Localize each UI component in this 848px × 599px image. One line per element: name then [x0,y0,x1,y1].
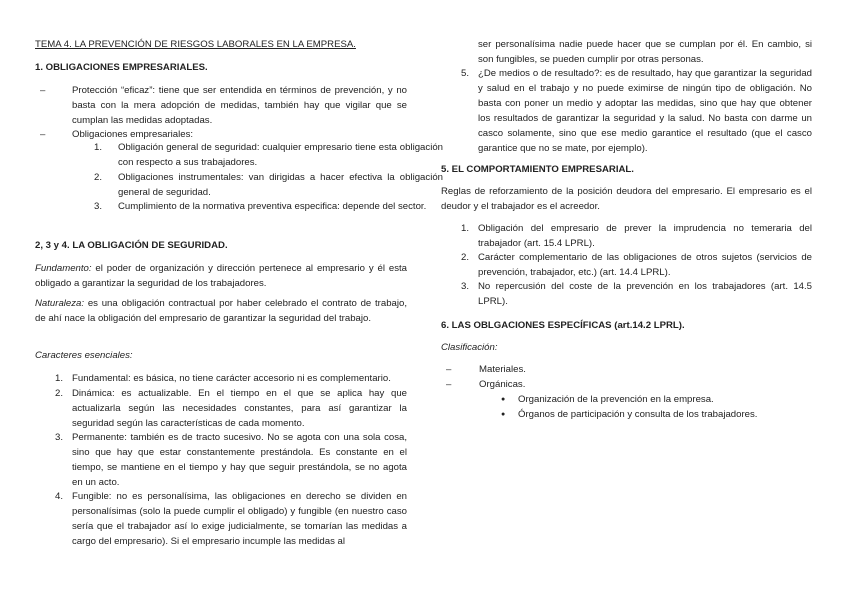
heading-obligaciones-empresariales: 1. OBLIGACIONES EMPRESARIALES. [35,62,208,73]
item-text: Permanente: también es de tracto sucesivo. No se agota con una sola cosa, sino que hay que estar constantemente prestándola. Es constante en el tiempo, se mantiene en el tiempo y hay que seguir prestándola, se no agota en un acto. [72,432,407,488]
item-text: Organización de la prevención en la empresa. [518,394,714,405]
paragraph-reglas: Reglas de reforzamiento de la posición deudora del empresario. El empresario es el deudor y el trabajador es el acreedor. [441,186,812,212]
list-item-dinamica [35,386,407,431]
paragraph-continuation: ser personalísima nadie puede hacer que se cumplan por él. En cambio, si son fungibles, se pueden cumplir por otras personas. [478,39,812,65]
list-item-permanente [35,430,407,490]
list-item-obligacion-general [82,140,443,170]
heading-comportamiento-empresarial: 5. EL COMPORTAMIENTO EMPRESARIAL. [441,164,634,175]
heading-obligaciones-especificas: 6. LAS OBLGACIONES ESPECÍFICAS (art.14.2 LPRL). [441,320,685,331]
item-number: 5. [461,68,470,79]
list-item-obligaciones-instrumentales [82,170,443,200]
item-text: No repercusión del coste de la prevención en los trabajadores (art. 14.5 LPRL). [478,281,812,307]
list-item-materiales [441,362,526,377]
item-text: Fundamental: es básica, no tiene carácter accesorio ni es complementario. [72,373,391,384]
item-text: Carácter complementario de las obligaciones de otros sujetos (servicios de prevención, trabajador, etc.) (art. 14.4 LPRL). [478,252,812,278]
item-number: 3. [461,281,470,292]
item-text: Dinámica: es actualizable. En el tiempo en el que se aplica hay que actualizarla según las necesidades constantes, para así garantizar la seguridad según las características de cada momento. [72,388,407,429]
item-text: Cumplimiento de la normativa preventiva especifica: depende del sector. [118,201,427,212]
item-text: Materiales. [479,364,526,375]
document-title: TEMA 4. LA PREVENCIÓN DE RIESGOS LABORALES EN LA EMPRESA. [35,39,356,50]
label-naturaleza: Naturaleza: [35,298,85,309]
text-fundamento: el poder de organización y dirección pertenece al empresario y él esta obligado a garantizar la seguridad de los trabajadores. [35,263,407,289]
paragraph-fundamento [35,261,407,291]
list-item-fundamental [35,371,407,386]
list-item-caracter-complementario [441,250,812,280]
label-caracteres-esenciales: Caracteres esenciales: [35,350,133,361]
item-number: 3. [94,201,103,212]
item-number: 1. [55,373,64,384]
item-number: 2. [461,252,470,263]
heading-obligacion-seguridad: 2, 3 y 4. LA OBLIGACIÓN DE SEGURIDAD. [35,240,228,251]
label-fundamento: Fundamento: [35,263,92,274]
list-item-no-repercusion [441,279,812,309]
list-item-organizacion-prevencion [441,392,812,407]
item-text: Orgánicas. [479,379,526,390]
item-text: Obligaciones empresariales: [72,129,194,140]
item-text: ¿De medios o de resultado?: es de resultado, hay que garantizar la seguridad y salud en el trabajo y no puede eximirse de ningún tipo de obligación. No basta con poner un medio y adoptar las medidas, sino que hay que obtener los resultados de garantizar la seguridad y la salud. No basta con darme un casco solamente, sino que ese medio garantice el resultado (que el casco garantice que no se mate, por ejemplo). [478,68,812,154]
paragraph-naturaleza [35,296,407,326]
item-number: 1. [461,223,470,234]
item-text: Obligaciones instrumentales: van dirigidas a hacer efectiva la obligación general de seguridad. [118,172,443,198]
text-naturaleza: es una obligación contractual por haber celebrado el contrato de trabajo, de ahí nace la obligación del empresario de garantizar la seguridad del trabajo. [35,298,407,324]
list-item-cumplimiento-normativa [82,199,443,214]
list-item-organos-participacion [441,407,812,422]
item-text: Fungible: no es personalísima, las obligaciones en derecho se dividen en personalísimas (solo la puede cumplir el obligado) y fungible (en nuestro caso sería que el trabajador así lo exige judicialmente, se tomarían las medidas a cargo del empresario). Si el empresario incumple las medidas al [72,491,407,547]
item-text: Obligación del empresario de prever la imprudencia no temeraria del trabajador (art. 15.4 LPRL). [478,223,812,249]
item-text: Protección “eficaz”: tiene que ser entendida en términos de prevención, y no basta con la mera adopción de medidas, también hay que vigilar que se cumplan las medidas adoptadas. [72,85,407,126]
item-number: 4. [55,491,64,502]
item-number: 2. [55,388,64,399]
item-number: 1. [94,142,103,153]
item-number: 3. [55,432,64,443]
item-text: Obligación general de seguridad: cualquier empresario tiene esta obligación con respecto a sus trabajadores. [118,142,443,168]
label-clasificacion: Clasificación: [441,342,498,353]
list-item-organicas [441,377,525,392]
item-text: Órganos de participación y consulta de los trabajadores. [518,409,758,420]
list-item-medios-resultado [441,66,812,156]
list-item-proteccion-eficaz [35,83,407,128]
item-number: 2. [94,172,103,183]
list-item-prever-imprudencia [441,221,812,251]
list-item-fungible [35,489,407,549]
